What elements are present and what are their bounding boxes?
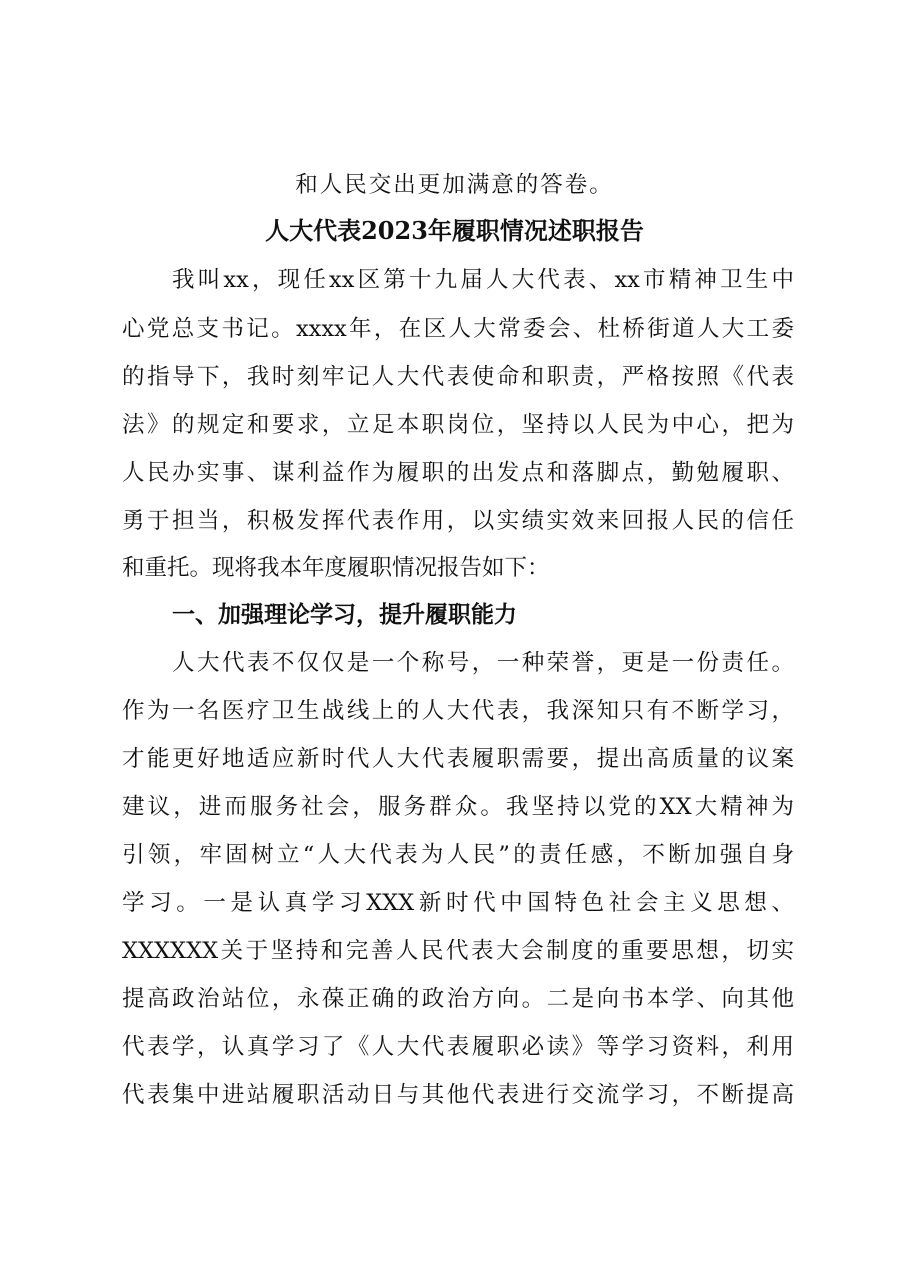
paragraph-2-line: 提高政治站位，永葆正确的政治方向。二是向书本学、向其他 [122,986,794,1012]
paragraph-1-line: 人民办实事、谋利益作为履职的出发点和落脚点，勤勉履职、 [122,460,794,486]
paragraph-1-line: 我叫xx，现任xx区第十九届人大代表、xx市精神卫生中 [172,267,794,293]
paragraph-2-line: 代表集中进站履职活动日与其他代表进行交流学习，不断提高 [122,1082,794,1108]
paragraph-2-line: 学习。一是认真学习XXX新时代中国特色社会主义思想、 [122,890,794,916]
paragraph-2-line: 建议，进而服务社会，服务群众。我坚持以党的XX大精神为 [122,794,794,820]
paragraph-1-line: 心党总支书记。xxxx年，在区人大常委会、杜桥街道人大工委 [122,316,794,342]
paragraph-1-line: 和重托。现将我本年度履职情况报告如下： [122,555,550,581]
paragraph-1-line: 法》的规定和要求，立足本职岗位，坚持以人民为中心，把为 [122,412,794,438]
paragraph-2-line: 引领，牢固树立“人大代表为人民”的责任感，不断加强自身 [122,842,794,868]
paragraph-2-line: 才能更好地适应新时代人大代表履职需要，提出高质量的议案 [122,746,794,772]
paragraph-2-line: XXXXXX关于坚持和完善人民代表大会制度的重要思想，切实 [122,938,794,964]
paragraph-2-line: 人大代表不仅仅是一个称号，一种荣誉，更是一份责任。 [172,650,794,676]
section-heading: 一、加强理论学习，提升履职能力 [172,602,517,628]
paragraph-1-line: 的指导下，我时刻牢记人大代表使命和职责，严格按照《代表 [122,364,794,390]
paragraph-1-line: 勇于担当，积极发挥代表作用，以实绩实效来回报人民的信任 [122,508,794,534]
paragraph-2-line: 作为一名医疗卫生战线上的人大代表，我深知只有不断学习， [122,698,794,724]
document-title: 人大代表2023年履职情况述职报告 [265,216,644,245]
paragraph-2-line: 代表学，认真学习了《人大代表履职必读》等学习资料，利用 [122,1034,794,1060]
carry-over-line: 和人民交出更加满意的答卷。 [295,172,614,198]
